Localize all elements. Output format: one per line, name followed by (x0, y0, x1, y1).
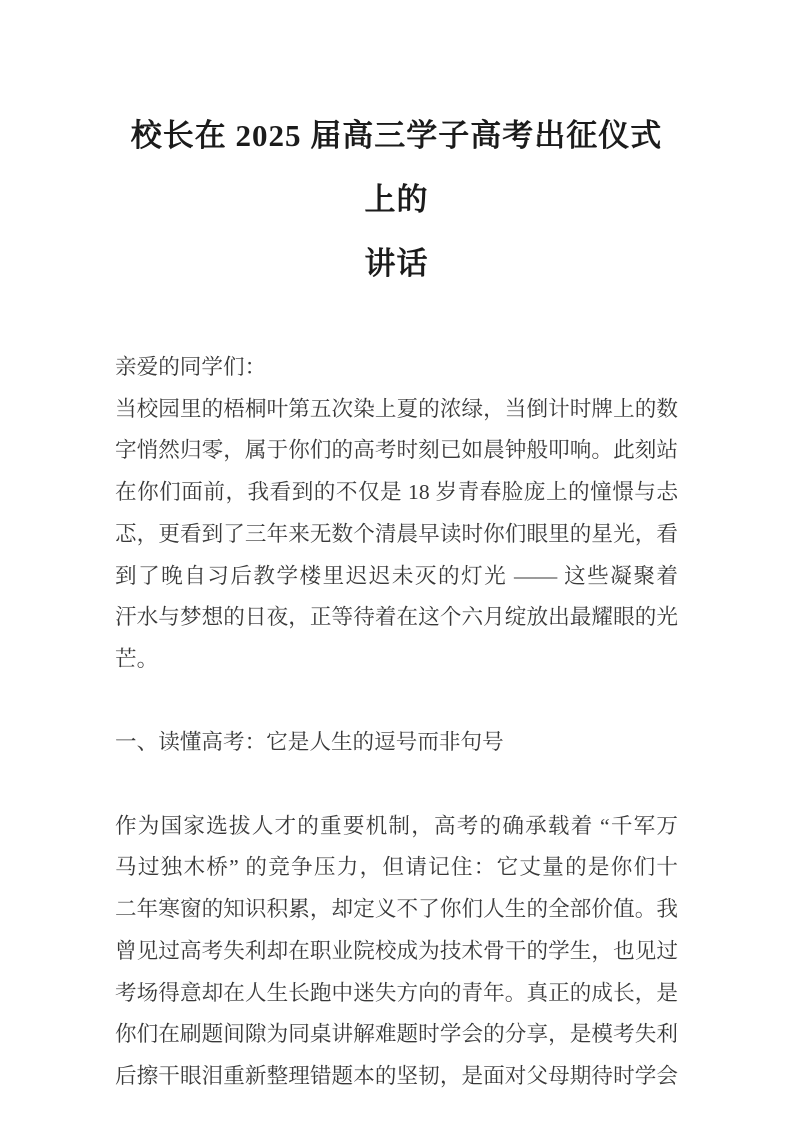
blank-line (115, 681, 678, 723)
paragraph-line: 马过独木桥” 的竞争压力，但请记住：它丈量的是你们十 (115, 855, 678, 880)
title-line-1: 校长在 2025 届高三学子高考出征仪式上的 (130, 118, 663, 217)
title-line-2: 讲话 (364, 246, 429, 281)
paragraph-line: 汗水与梦想的日夜，正等待着在这个六月绽放出最耀眼的光 (115, 605, 678, 630)
paragraph-line: 忑，更看到了三年来无数个清晨早读时你们眼里的星光，看 (115, 521, 678, 546)
paragraph-line: 曾见过高考失利却在职业院校成为技术骨干的学生，也见过 (115, 938, 678, 963)
section-heading: 一、读懂高考：它是人生的逗号而非句号 (115, 730, 504, 755)
document-body (115, 347, 678, 1098)
paragraph-line: 当校园里的梧桐叶第五次染上夏的浓绿，当倒计时牌上的数 (115, 396, 678, 421)
paragraph-line: 考场得意却在人生长跑中迷失方向的青年。真正的成长，是 (115, 980, 678, 1005)
paragraph-line: 作为国家选拔人才的重要机制，高考的确承载着 “千军万 (115, 813, 678, 838)
document-content (115, 0, 678, 1098)
paragraph-line: 后擦干眼泪重新整理错题本的坚韧，是面对父母期待时学会 (115, 1063, 678, 1088)
document-title (115, 104, 678, 296)
paragraph-line: 二年寒窗的知识积累，却定义不了你们人生的全部价值。我 (115, 897, 678, 922)
blank-line (115, 764, 678, 806)
salutation-line: 亲爱的同学们： (115, 355, 267, 379)
paragraph-line: 字悄然归零，属于你们的高考时刻已如晨钟般叩响。此刻站 (115, 438, 678, 463)
paragraph-line: 在你们面前，我看到的不仅是 18 岁青春脸庞上的憧憬与忐 (115, 480, 678, 505)
paragraph-line: 你们在刷题间隙为同桌讲解难题时学会的分享，是模考失利 (115, 1022, 678, 1047)
paragraph-line: 芒。 (115, 646, 159, 671)
paragraph-line: 到了晚自习后教学楼里迟迟未灭的灯光 —— 这些凝聚着 (115, 563, 678, 588)
